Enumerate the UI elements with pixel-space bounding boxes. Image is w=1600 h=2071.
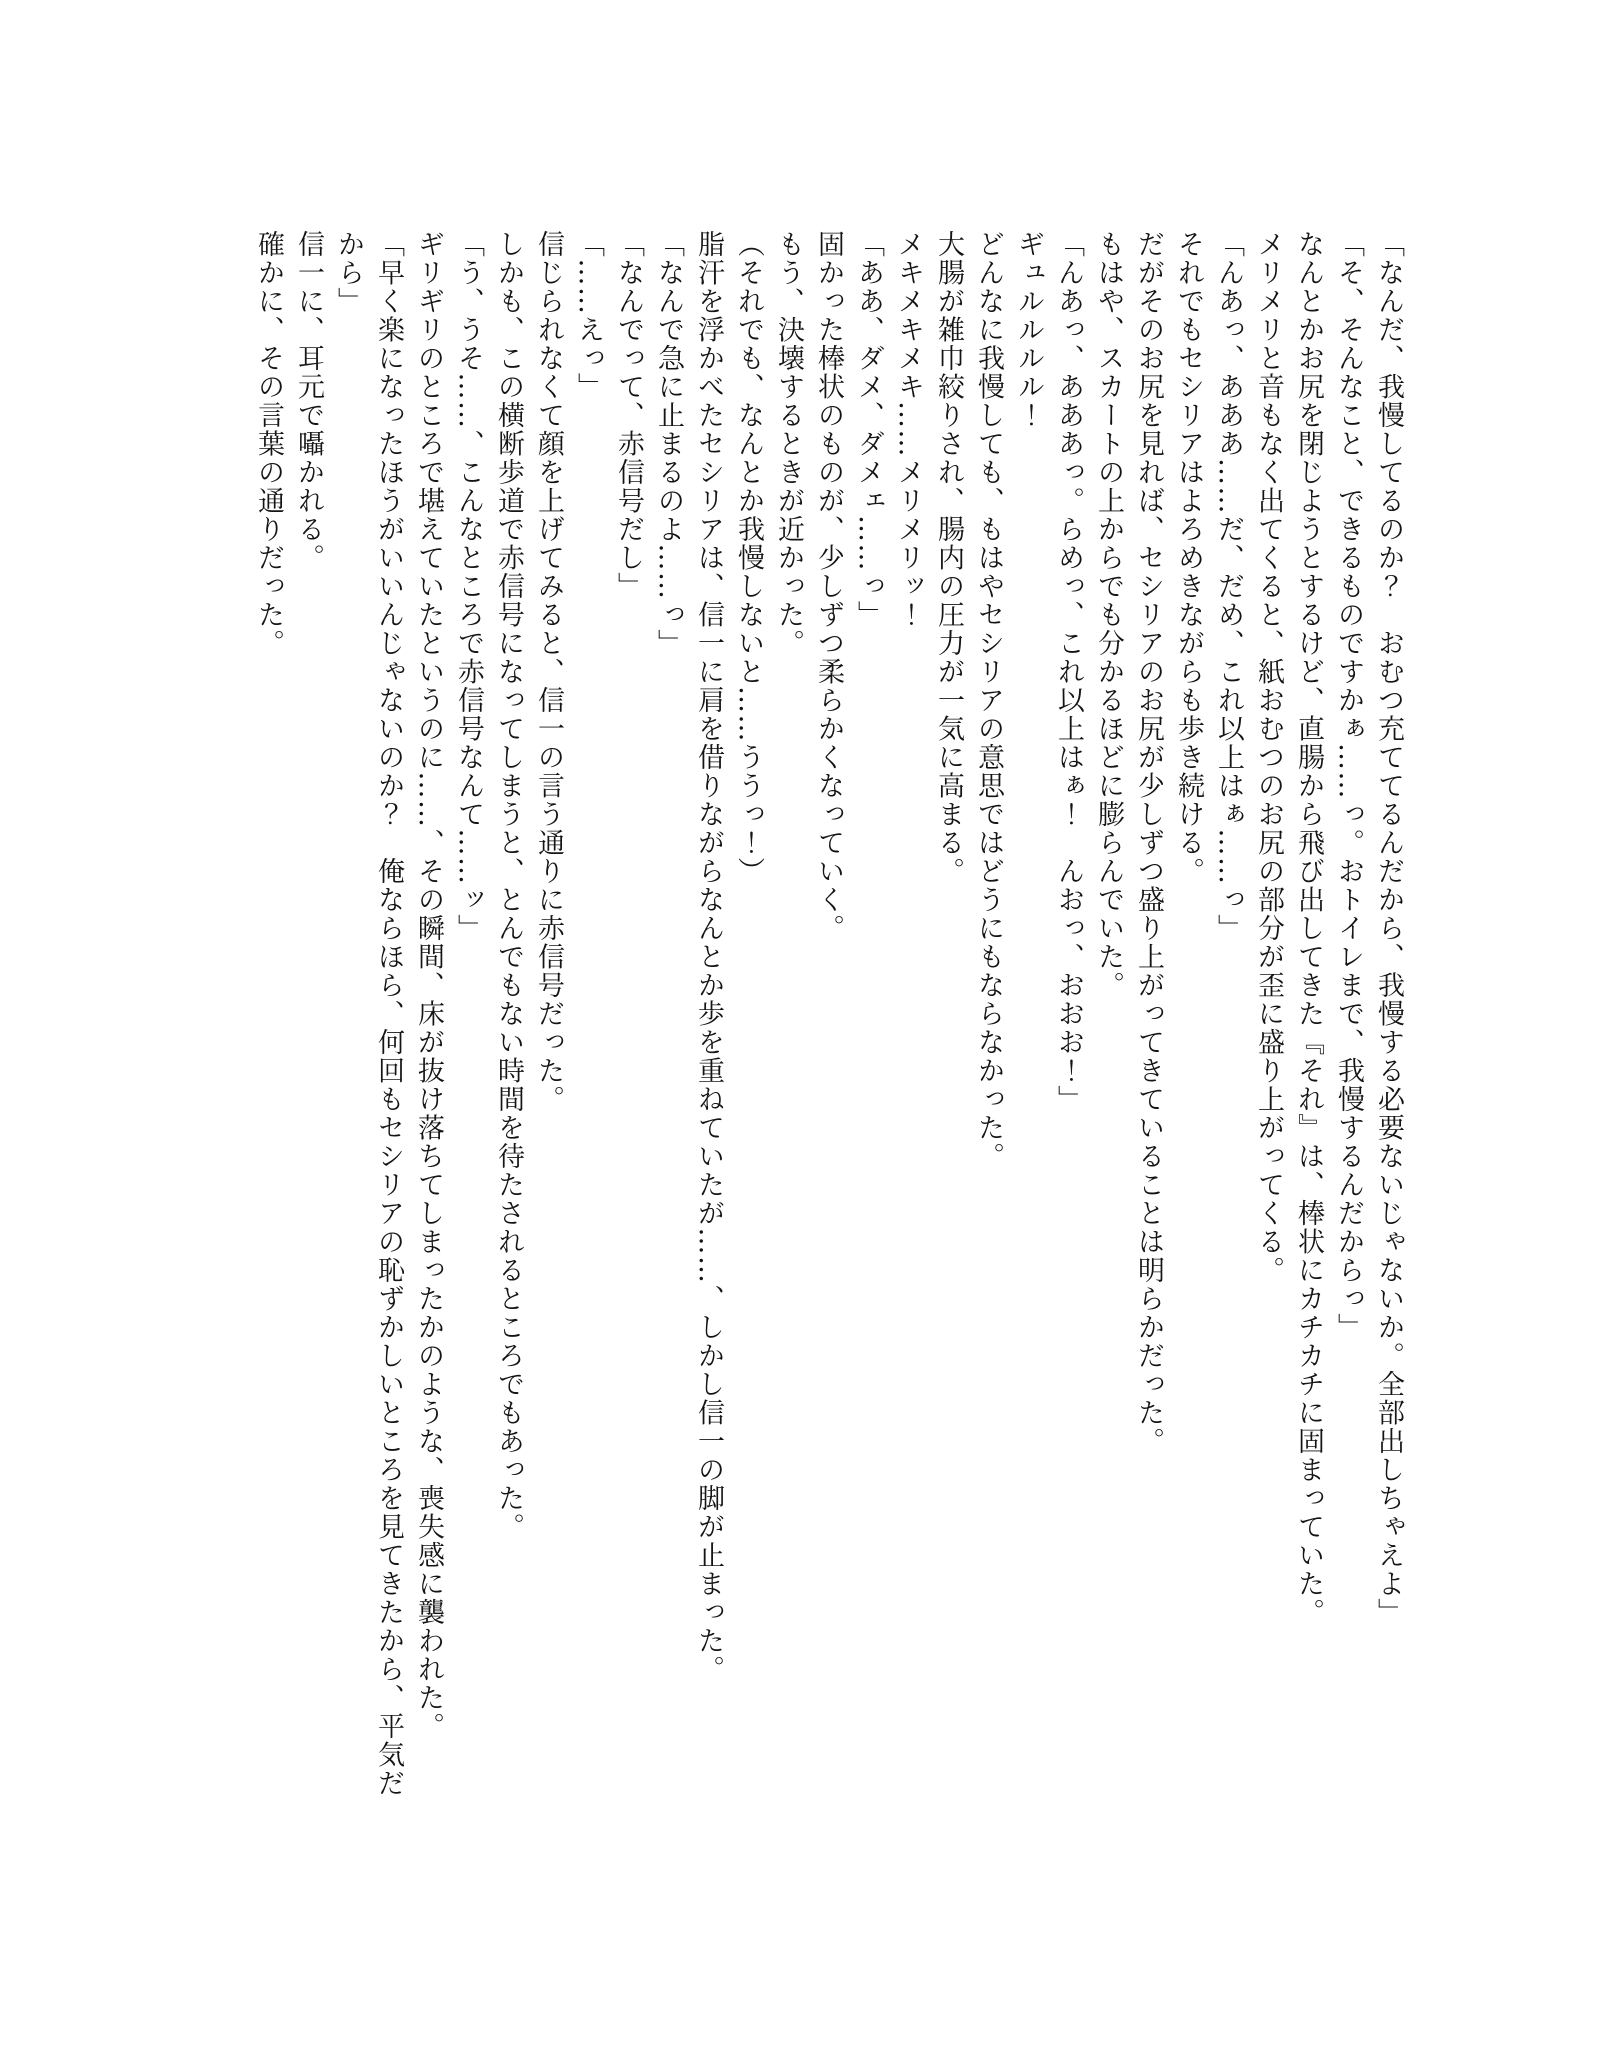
text-line-15: 固かった棒状のものが、少しずつ柔らかくなっていく。 <box>813 230 844 943</box>
text-line-6: それでもセシリアはよろめきながらも歩き続ける。 <box>1173 230 1204 886</box>
text-line-23: しかも、この横断歩道で赤信号になってしまうと、とんでもない時間を待たされるところでもあった。 <box>493 230 524 1541</box>
text-line-27: 信一に、耳元で囁かれる。 <box>293 230 324 572</box>
text-line-4: メリメリと音もなく出てくると、紙おむつのお尻の部分が歪に盛り上がってくる。 <box>1253 230 1284 1285</box>
text-line-22: 信じられなくて顔を上げてみると、信一の言う通りに赤信号だった。 <box>533 230 564 1114</box>
text-line-12: 大腸が雑巾絞りされ、腸内の圧力が一気に高まる。 <box>933 230 964 886</box>
text-line-18: 脂汗を浮かべたセシリアは、信一に肩を借りながらなんとか歩を重ねていたが……、しかし信一の脚が止まった。 <box>693 230 724 1684</box>
text-line-9: 「んあっ、あああっ。らめっ、これ以上はぁ！ んおっ、おおお！」 <box>1053 230 1084 1114</box>
text-line-2: 「そ、そんなこと、できるものですかぁ……っ。おトイレまで、我慢するんだからっ」 <box>1333 230 1364 1342</box>
text-line-28: 確かに、その言葉の通りだった。 <box>253 230 284 658</box>
text-line-8: もはや、スカートの上からでも分かるほどに膨らんでいた。 <box>1093 230 1124 1000</box>
text-line-25: ギリギリのところで堪えていたというのに……、その瞬間、床が抜け落ちてしまったかのような、喪失感に襲われた。 <box>413 230 444 1741</box>
text-line-20: 「なんでって、赤信号だし」 <box>613 230 644 601</box>
text-line-10: ギュルルルル！ <box>1013 230 1044 430</box>
vertical-text-block <box>248 230 1408 1802</box>
text-line-26: 「早く楽になったほうがいいんじゃないのか？ 俺ならほら、何回もセシリアの恥ずかしいところを見てきたから、平気だから」 <box>333 230 404 1798</box>
text-line-1: 「なんだ、我慢してるのか？ おむつ充ててるんだから、我慢する必要ないじゃないか。全部出しちゃえよ」 <box>1373 230 1404 1627</box>
text-line-17: （それでも、なんとか我慢しないと……ううっ！） <box>733 230 764 886</box>
text-line-21: 「……えっ」 <box>573 230 604 401</box>
text-line-3: なんとかお尻を閉じようとするけど、直腸から飛び出してきた『それ』は、棒状にカチカチに固まっていた。 <box>1293 230 1324 1627</box>
text-line-14: 「ああ、ダメ、ダメェ……っ」 <box>853 230 884 629</box>
text-line-24: 「う、うそ……、こんなところで赤信号なんて……ッ」 <box>453 230 484 943</box>
text-line-13: メキメキメキ……メリメリッ！ <box>893 230 924 629</box>
text-line-16: もう、決壊するときが近かった。 <box>773 230 804 658</box>
text-line-11: どんなに我慢しても、もはやセシリアの意思ではどうにもならなかった。 <box>973 230 1004 1171</box>
text-line-5: 「んあっ、あああ……だ、だめ、これ以上はぁ……っ」 <box>1213 230 1244 943</box>
text-line-7: だがそのお尻を見れば、セシリアのお尻が少しずつ盛り上がってきていることは明らかだった。 <box>1133 230 1164 1456</box>
text-line-19: 「なんで急に止まるのよ……っ」 <box>653 230 684 658</box>
